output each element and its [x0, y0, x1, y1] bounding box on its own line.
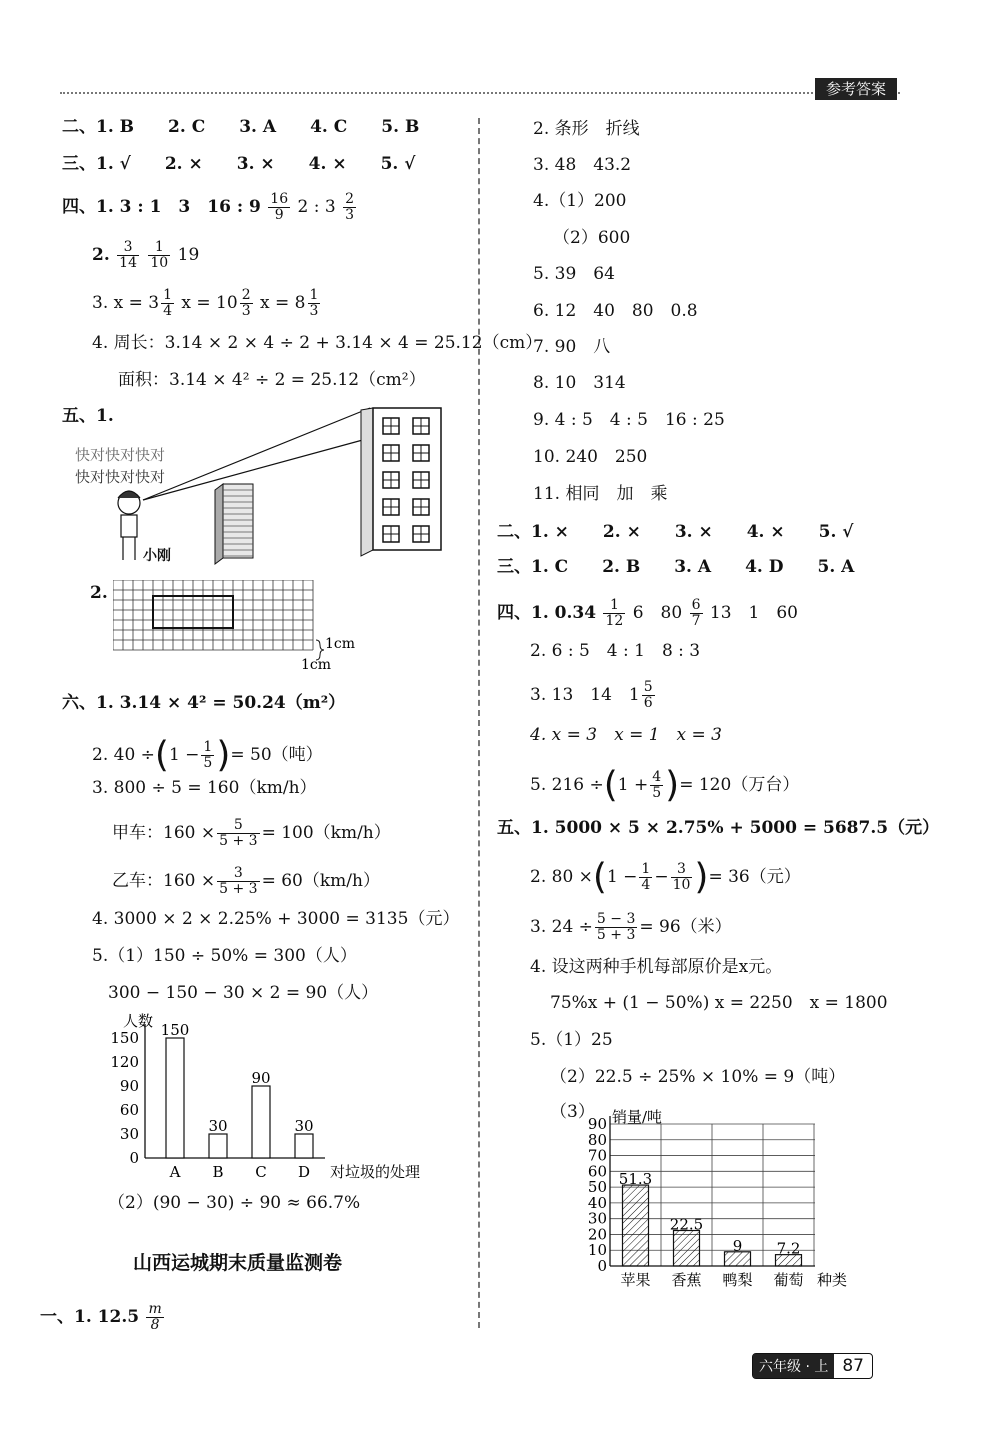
fraction: $\frac{5}{5 + 3}$: [219, 817, 258, 849]
text-fragment: 2.: [92, 245, 110, 265]
data-label: 9: [732, 1236, 743, 1255]
chart-waste-handling: [100, 1012, 445, 1187]
bar: [295, 1134, 313, 1158]
right-section-4-3: [530, 680, 657, 711]
y-tick-label: 60: [587, 1162, 607, 1181]
bar: [252, 1086, 270, 1158]
footer-badge: [752, 1353, 873, 1379]
text-fragment: x = 8: [260, 293, 306, 313]
right-section-5-5b: （2）22.5 ÷ 25% × 10% = 9（吨）: [550, 1067, 846, 1087]
y-tick-label: 120: [110, 1053, 139, 1071]
paren-open: (: [592, 856, 607, 898]
right-section-3: 三、1. C 2. B 3. A 4. D 5. A: [497, 557, 855, 577]
data-label: 51.3: [618, 1170, 653, 1189]
text-fragment: 四、1. 0.34: [497, 603, 597, 623]
text-fragment: 2. 80 ×: [530, 867, 593, 887]
answer-tag: 参考答案: [815, 78, 897, 100]
right-item-7: 7. 90 八: [533, 337, 611, 357]
right-section-5-3: [530, 912, 732, 943]
column-divider: [478, 118, 480, 1328]
fraction: $\frac{1}{5}$: [203, 739, 213, 771]
grid-lines: [113, 580, 324, 660]
paren-close: ): [216, 734, 231, 776]
sight-line-top: [143, 408, 370, 500]
exam-section-1: [40, 1302, 166, 1333]
data-label: 150: [160, 1021, 190, 1039]
left-section-6-5c: （2）(90 − 30) ÷ 90 ≈ 66.7%: [108, 1193, 361, 1213]
x-axis-label: 种类: [817, 1271, 848, 1289]
text-fragment: 6 80: [632, 603, 683, 623]
fraction: $\frac{4}{5}$: [652, 769, 662, 801]
grid-unit-vertical: 1cm: [325, 636, 356, 652]
text-fragment: 19: [177, 245, 200, 265]
right-section-5-4a: 4. 设这两种手机每部原价是x元。: [530, 957, 783, 977]
left-section-6-3b: [112, 818, 391, 849]
right-item-6: 6. 12 40 80 0.8: [533, 301, 698, 321]
y-tick-label: 30: [587, 1209, 607, 1228]
text-fragment: 甲车：160 ×: [112, 823, 216, 843]
right-section-4-2: 2. 6 : 5 4 : 1 8 : 3: [530, 641, 701, 661]
bar: [209, 1134, 227, 1158]
y-axis-label: 销量/吨: [612, 1108, 663, 1126]
text-fragment: x = 10: [181, 293, 238, 313]
x-tick-label: A: [169, 1163, 181, 1181]
left-section-6-1: [62, 692, 345, 714]
right-section-5-2: [530, 856, 801, 898]
right-section-4-4: 4. x = 3 x = 1 x = 3: [530, 725, 722, 745]
x-tick-label: B: [212, 1163, 224, 1181]
right-section-4-5: [530, 764, 800, 806]
right-item-3: 3. 48 43.2: [533, 155, 632, 175]
left-section-6-5b: 300 − 150 − 30 × 2 = 90（人）: [108, 983, 379, 1003]
grid-figure: [113, 580, 373, 675]
fraction: $\frac{1}{10}$: [150, 239, 169, 271]
right-section-5-5c: （3）: [550, 1102, 595, 1122]
y-tick-label: 80: [587, 1130, 607, 1149]
right-item-9: 9. 4 : 5 4 : 5 16 : 25: [533, 410, 725, 430]
right-section-5-1: 五、1. 5000 × 5 × 2.75% + 5000 = 5687.5（元）: [497, 818, 940, 838]
text-fragment: 六、1. 3.14 × 4² = 50.24（m²）: [62, 693, 346, 713]
x-tick-label: 葡萄: [773, 1271, 804, 1289]
text-fragment: 一、1. 12.5: [40, 1307, 140, 1327]
y-tick-label: 40: [587, 1193, 607, 1212]
sight-line-bottom: [143, 438, 370, 500]
text-fragment: 3. 24 ÷: [530, 917, 593, 937]
right-item-11: 11. 相同 加 乘: [533, 484, 668, 504]
text-fragment: = 96（米）: [639, 917, 732, 937]
bar: [166, 1038, 184, 1158]
text-fragment: 13 1 60: [709, 603, 798, 623]
y-tick-label: 90: [119, 1077, 139, 1095]
right-item-4b: （2）600: [553, 228, 631, 248]
y-tick-label: 0: [129, 1149, 139, 1167]
left-section-6-3c: [112, 866, 380, 897]
perspective-figure: [65, 400, 450, 570]
person-label: 小刚: [143, 548, 171, 564]
left-section-4-4b: 面积：3.14 × 4² ÷ 2 = 25.12（cm²）: [118, 370, 426, 390]
data-label: 30: [294, 1117, 314, 1135]
fraction: $\frac{1}{4}$: [641, 861, 651, 893]
text-fragment: = 100（km/h）: [261, 823, 391, 843]
text-fragment: 1 +: [617, 775, 649, 795]
right-section-5-5a: 5.（1）25: [530, 1030, 613, 1050]
x-tick-label: D: [297, 1163, 311, 1181]
y-tick-label: 70: [587, 1146, 607, 1165]
left-section-2: 二、1. B 2. C 3. A 4. C 5. B: [62, 117, 420, 137]
text-fragment: 1 −: [168, 745, 200, 765]
text-fragment: 2 : 3: [297, 197, 336, 217]
y-tick-label: 60: [119, 1101, 139, 1119]
page-number: 87: [842, 1356, 864, 1376]
right-section-4-1: [497, 598, 798, 629]
data-label: 30: [208, 1117, 228, 1135]
fraction: $\frac{m}{8}$: [148, 1301, 162, 1333]
y-tick-label: 0: [597, 1257, 607, 1275]
left-section-6-2: [92, 734, 323, 776]
fraction: $\frac{3}{5 + 3}$: [219, 865, 258, 897]
text-fragment: = 120（万台）: [679, 775, 800, 795]
text-fragment: 3. x = 3: [92, 293, 160, 313]
wall-side: [215, 484, 223, 564]
y-tick-label: 10: [587, 1241, 607, 1260]
left-section-4-3: [92, 288, 322, 319]
left-section-6-4: 4. 3000 × 2 × 2.25% + 3000 = 3135（元）: [92, 909, 460, 929]
figure-text-2: 快对快对快对: [75, 468, 166, 486]
left-section-4-1: [62, 192, 358, 223]
left-section-6-5a: 5.（1）150 ÷ 50% = 300（人）: [92, 946, 357, 966]
right-section-2: 二、1. × 2. × 3. × 4. × 5. √: [497, 522, 854, 542]
text-fragment: 2. 40 ÷: [92, 745, 155, 765]
data-label: 7.2: [776, 1239, 801, 1258]
right-item-5: 5. 39 64: [533, 264, 615, 284]
text-fragment: = 60（km/h）: [261, 871, 380, 891]
right-item-4a: 4.（1）200: [533, 191, 627, 211]
y-tick-label: 150: [110, 1029, 139, 1047]
left-section-6-3a: 3. 800 ÷ 5 = 160（km/h）: [92, 778, 317, 798]
x-tick-label: C: [255, 1163, 267, 1181]
fraction: $\frac{5}{6}$: [643, 679, 653, 711]
paren-open: (: [603, 764, 618, 806]
fraction: $\frac{6}{7}$: [691, 597, 701, 629]
left-section-4-2: [92, 240, 199, 271]
left-section-3: 三、1. √ 2. × 3. × 4. × 5. √: [62, 154, 416, 174]
data-label: 22.5: [669, 1215, 704, 1234]
brick-wall: [223, 484, 253, 558]
left-section-5-1: 五、1.: [62, 406, 114, 426]
bar: [674, 1231, 700, 1267]
header-dotted-rule: [60, 92, 900, 94]
text-fragment: = 50（吨）: [230, 745, 323, 765]
y-axis-label: 人数: [123, 1012, 154, 1030]
right-item-10: 10. 240 250: [533, 447, 648, 467]
y-tick-label: 50: [587, 1178, 607, 1197]
text-fragment: 3. 13 14 1: [530, 685, 640, 705]
y-tick-label: 20: [587, 1225, 607, 1244]
left-section-4-4a: 4. 周长：3.14 × 2 × 4 ÷ 2 + 3.14 × 4 = 25.12（cm）: [92, 333, 543, 353]
fraction: $\frac{1}{12}$: [605, 597, 624, 629]
fraction: $\frac{5 - 3}{5 + 3}$: [596, 911, 636, 943]
text-fragment: 1 −: [606, 867, 638, 887]
y-tick-label: 30: [119, 1125, 139, 1143]
x-tick-label: 鸭梨: [722, 1271, 753, 1289]
figure-text-1: 快对快对快对: [75, 446, 166, 464]
text-fragment: 四、1. 3 : 1 3 16 : 9: [62, 197, 261, 217]
paren-open: (: [154, 734, 169, 776]
grade-label: 六年级 · 上: [753, 1354, 834, 1378]
x-tick-label: 苹果: [620, 1271, 651, 1289]
person-xiaogang: [118, 491, 140, 560]
bar: [623, 1185, 649, 1266]
fraction: $\frac{2}{3}$: [241, 287, 251, 319]
fraction: $\frac{2}{3}$: [345, 191, 355, 223]
building-side: [361, 408, 373, 556]
text-fragment: 5. 216 ÷: [530, 775, 604, 795]
exam-title: 山西运城期末质量监测卷: [133, 1252, 343, 1274]
text-fragment: −: [654, 867, 669, 887]
paren-close: ): [665, 764, 680, 806]
x-tick-label: 香蕉: [671, 1271, 702, 1289]
data-label: 90: [251, 1069, 271, 1087]
left-section-5-2: 2.: [90, 583, 108, 603]
grid-unit-horizontal: 1cm: [301, 657, 332, 673]
text-fragment: 乙车：160 ×: [112, 871, 216, 891]
fraction: $\frac{3}{14}$: [119, 239, 137, 271]
right-item-2: 2. 条形 折线: [533, 119, 640, 139]
chart-fruit-sales: [585, 1098, 860, 1298]
text-fragment: = 36（元）: [708, 867, 801, 887]
x-axis-label: 对垃圾的处理: [330, 1163, 421, 1181]
fraction: $\frac{3}{10}$: [672, 861, 691, 893]
y-tick-label: 90: [587, 1115, 607, 1133]
right-section-5-4b: 75%x + (1 − 50%) x = 2250 x = 1800: [550, 993, 888, 1013]
paren-close: ): [694, 856, 709, 898]
fraction: $\frac{1}{4}$: [163, 287, 173, 319]
fraction: $\frac{16}{9}$: [270, 191, 289, 223]
fraction: $\frac{1}{3}$: [309, 287, 319, 319]
right-item-8: 8. 10 314: [533, 373, 626, 393]
